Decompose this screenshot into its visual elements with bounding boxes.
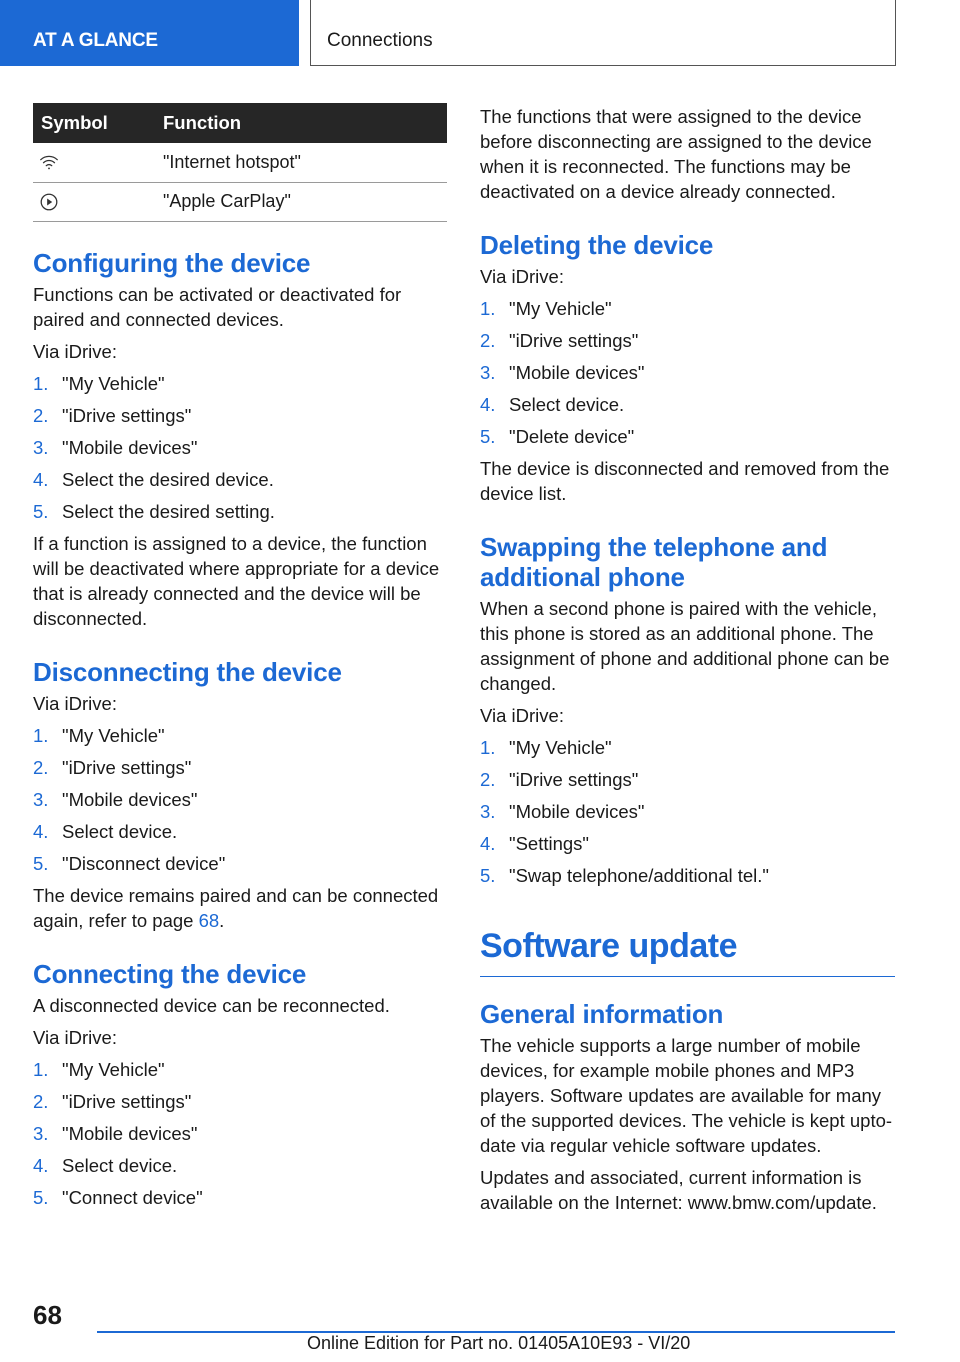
disconnecting-note: The device remains paired and can be connected again, refer to page 68.	[33, 884, 439, 931]
list-item: 1. "My Vehicle"	[33, 724, 165, 746]
configuring-note: If a function is assigned to a device, the function will be deactivated where appropriate for a device that is already connected and the device will be disconnected.	[33, 532, 440, 629]
footer-edition: Online Edition for Part no. 01405A10E93 - VI/20	[307, 1333, 691, 1353]
list-item: 5. "Connect device"	[33, 1186, 203, 1208]
list-item: 5. "Disconnect device"	[33, 852, 226, 874]
swapping-steps	[480, 732, 896, 892]
list-item: 2. "iDrive settings"	[33, 404, 192, 426]
heading-configuring: Configuring the device	[33, 247, 311, 278]
page-reference-link[interactable]: 68	[198, 909, 220, 931]
symbol-table	[33, 103, 447, 222]
table-cell-function: "Internet hotspot"	[163, 143, 447, 182]
left-column	[33, 103, 449, 1214]
list-item: 2. "iDrive settings"	[33, 756, 192, 778]
list-item: 3. "Mobile devices"	[33, 788, 198, 810]
table-row	[33, 182, 447, 221]
disconnecting-via: Via iDrive:	[33, 692, 117, 714]
list-item: 2. "iDrive settings"	[480, 330, 639, 351]
carplay-play-icon	[38, 191, 60, 213]
list-item: 4. Select the desired device.	[33, 468, 274, 490]
swapping-via: Via iDrive:	[480, 705, 564, 726]
reconnect-note: The functions that were assigned to the device before disconnecting are assigned to the device when it is reconnected. The functions may be deactivated on a device already connected.	[480, 106, 872, 202]
list-item: 2. "iDrive settings"	[33, 1090, 192, 1112]
configuring-steps	[33, 368, 449, 528]
list-item: 4. "Settings"	[480, 833, 589, 854]
list-item: 5. "Swap telephone/additional tel."	[480, 865, 769, 886]
software-paragraph-1: The vehicle supports a large number of mobile devices, for example mobile phones and MP3 players. Software updates are available for many of the supported devices. The vehicle is kept upto-date via regular vehicle software updates.	[480, 1035, 893, 1156]
connecting-via: Via iDrive:	[33, 1026, 117, 1048]
page-number: 68	[33, 1300, 62, 1330]
connecting-intro: A disconnected device can be reconnected.	[33, 994, 390, 1016]
deleting-note: The device is disconnected and removed from the device list.	[480, 458, 890, 504]
deleting-steps	[480, 293, 896, 453]
heading-swapping: Swapping the telephone and additional phone	[480, 532, 828, 592]
configuring-intro: Functions can be activated or deactivated for paired and connected devices.	[33, 283, 402, 330]
list-item: 3. "Mobile devices"	[33, 436, 198, 458]
table-row	[33, 143, 447, 182]
list-item: 1. "My Vehicle"	[480, 737, 612, 758]
configuring-via: Via iDrive:	[33, 340, 117, 362]
section-tab[interactable]: AT A GLANCE	[0, 0, 299, 66]
list-item: 5. "Delete device"	[480, 426, 635, 447]
chapter-title: Connections	[310, 0, 896, 66]
list-item: 3. "Mobile devices"	[480, 362, 645, 383]
list-item: 4. Select device.	[33, 1154, 178, 1176]
connecting-steps	[33, 1054, 449, 1214]
deleting-via: Via iDrive:	[480, 266, 564, 287]
table-cell-function: "Apple CarPlay"	[163, 182, 447, 221]
list-item: 2. "iDrive settings"	[480, 769, 639, 790]
software-paragraph-2: Updates and associated, current information is available on the Internet: www.bmw.com/update.	[480, 1167, 877, 1213]
page-header	[0, 0, 960, 66]
list-item: 5. Select the desired setting.	[33, 500, 275, 522]
swapping-intro: When a second phone is paired with the vehicle, this phone is stored as an additional phone. The assignment of phone and additional phone can be changed.	[480, 598, 890, 694]
list-item: 1. "My Vehicle"	[480, 298, 612, 319]
list-item: 3. "Mobile devices"	[480, 801, 645, 822]
list-item: 4. Select device.	[480, 394, 625, 415]
right-column	[480, 104, 896, 1215]
list-item: 1. "My Vehicle"	[33, 372, 165, 394]
heading-deleting: Deleting the device	[480, 230, 714, 260]
table-header-symbol: Symbol	[33, 103, 163, 143]
disconnecting-steps	[33, 720, 449, 880]
heading-general-information: General information	[480, 999, 724, 1029]
table-header-function: Function	[163, 103, 447, 143]
list-item: 4. Select device.	[33, 820, 178, 842]
heading-connecting: Connecting the device	[33, 958, 307, 989]
heading-disconnecting: Disconnecting the device	[33, 656, 342, 687]
heading-software-update: Software update	[480, 926, 895, 977]
list-item: 1. "My Vehicle"	[33, 1058, 165, 1080]
list-item: 3. "Mobile devices"	[33, 1122, 198, 1144]
wifi-hotspot-icon	[38, 151, 60, 173]
